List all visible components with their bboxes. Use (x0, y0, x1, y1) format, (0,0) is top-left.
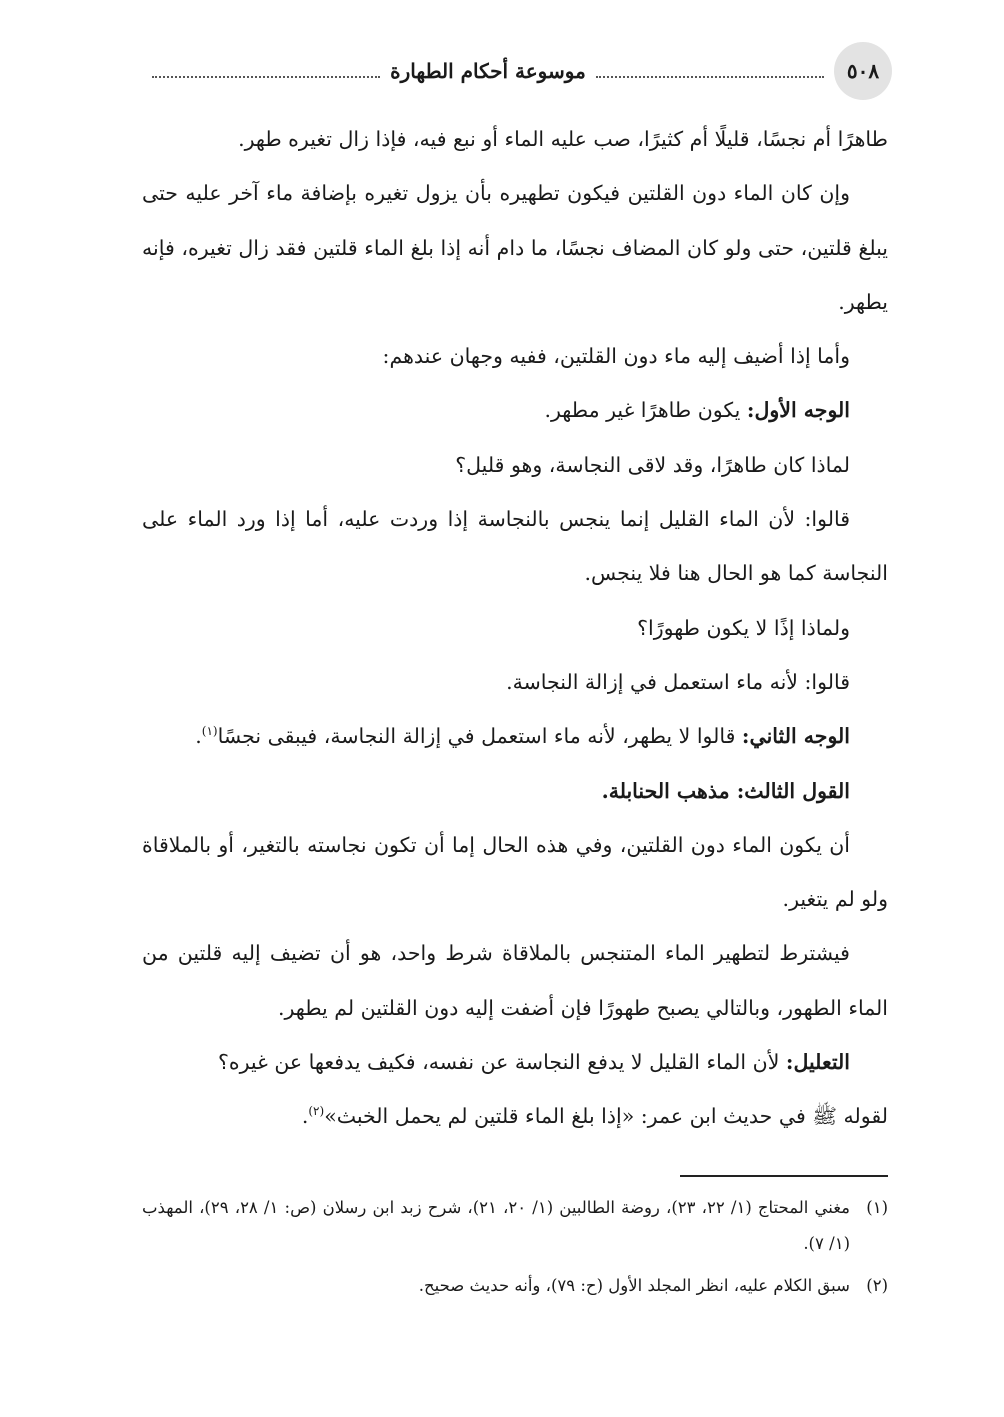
paragraph (142, 383, 888, 437)
footnote-number: (٢) (866, 1276, 888, 1295)
footnote (142, 1268, 888, 1304)
section-heading: القول الثالث: مذهب الحنابلة. (601, 778, 850, 803)
footnote-separator (680, 1175, 888, 1177)
footnote-number: (١) (866, 1198, 888, 1217)
paragraph-end: . (195, 724, 202, 749)
paragraph (142, 709, 888, 763)
paragraph: وإن كان الماء دون القلتين فيكون تطهيره بأن يزول تغيره بإضافة ماء آخر عليه حتى يبلغ قلتين، حتى ولو كان المضاف نجسًا، ما دام أنه إذا بلغ الماء قلتين فقد زال تغيره، فإنه يطهر. (142, 181, 888, 314)
paragraph-label: الوجه الأول: (746, 398, 850, 423)
paragraph: ولماذا إذًا لا يكون طهورًا؟ (637, 615, 850, 640)
paragraph-end: . (301, 1104, 309, 1129)
footnote-text: سبق الكلام عليه، انظر المجلد الأول (ح: ٧٩)، وأنه حديث صحيح. (418, 1276, 850, 1295)
paragraph-text: لقوله ﷺ في حديث ابن عمر: «إذا بلغ الماء قلتين لم يحمل الخبث» (324, 1104, 888, 1129)
footnote-ref[interactable]: (٢) (308, 1104, 325, 1119)
footnote-text: مغني المحتاج (١/ ٢٢، ٢٣)، روضة الطالبين (١/ ٢٠، ٢١)، شرح زبد ابن رسلان (ص: ١/ ٢٨، ٢٩)، المهذب (١/ ٧). (142, 1198, 851, 1253)
paragraph: قالوا: لأنه ماء استعمل في إزالة النجاسة. (506, 669, 850, 694)
paragraph-label: التعليل: (785, 1050, 850, 1075)
page-number: ٥٠٨ (834, 42, 892, 100)
paragraph-text: يكون طاهرًا غير مطهر. (544, 398, 747, 423)
header-dotted-leader-left (152, 76, 380, 78)
paragraph: فيشترط لتطهير الماء المتنجس بالملاقاة شرط واحد، هو أن تضيف إليه قلتين من الماء الطهور، وبالتالي يصبح طهورًا فإن أضفت إليه دون القلتين لم يطهر. (142, 941, 888, 1020)
footnote (142, 1190, 888, 1262)
page-header (142, 40, 892, 102)
paragraph-label: الوجه الثاني: (741, 724, 850, 749)
footnote-ref[interactable]: (١) (201, 724, 218, 739)
paragraph-text: قالوا لا يطهر، لأنه ماء استعمل في إزالة النجاسة، فيبقى نجسًا (217, 724, 742, 749)
paragraph: قالوا: لأن الماء القليل إنما ينجس بالنجاسة إذا وردت عليه، أما إذا ورد الماء على النجاسة كما هو الحال هنا فلا ينجس. (142, 507, 888, 586)
footnotes (142, 1190, 888, 1310)
paragraph: أن يكون الماء دون القلتين، وفي هذه الحال إما أن تكون نجاسته بالتغير، أو بالملاقاة ولو لم يتغير. (142, 832, 888, 912)
paragraph-text: لأن الماء القليل لا يدفع النجاسة عن نفسه، فكيف يدفعها عن غيره؟ (217, 1050, 786, 1075)
paragraph: لماذا كان طاهرًا، وقد لاقى النجاسة، وهو قليل؟ (455, 452, 850, 477)
running-title: موسوعة أحكام الطهارة (390, 59, 586, 83)
main-text (142, 112, 888, 1144)
paragraph (142, 1035, 888, 1089)
paragraph: وأما إذا أضيف إليه ماء دون القلتين، ففيه وجهان عندهم: (382, 344, 850, 369)
header-dotted-leader-right (596, 76, 824, 78)
paragraph: طاهرًا أم نجسًا، قليلًا أم كثيرًا، صب عليه الماء أو نبع فيه، فإذا زال تغيره طهر. (238, 127, 888, 151)
paragraph (142, 1089, 888, 1143)
